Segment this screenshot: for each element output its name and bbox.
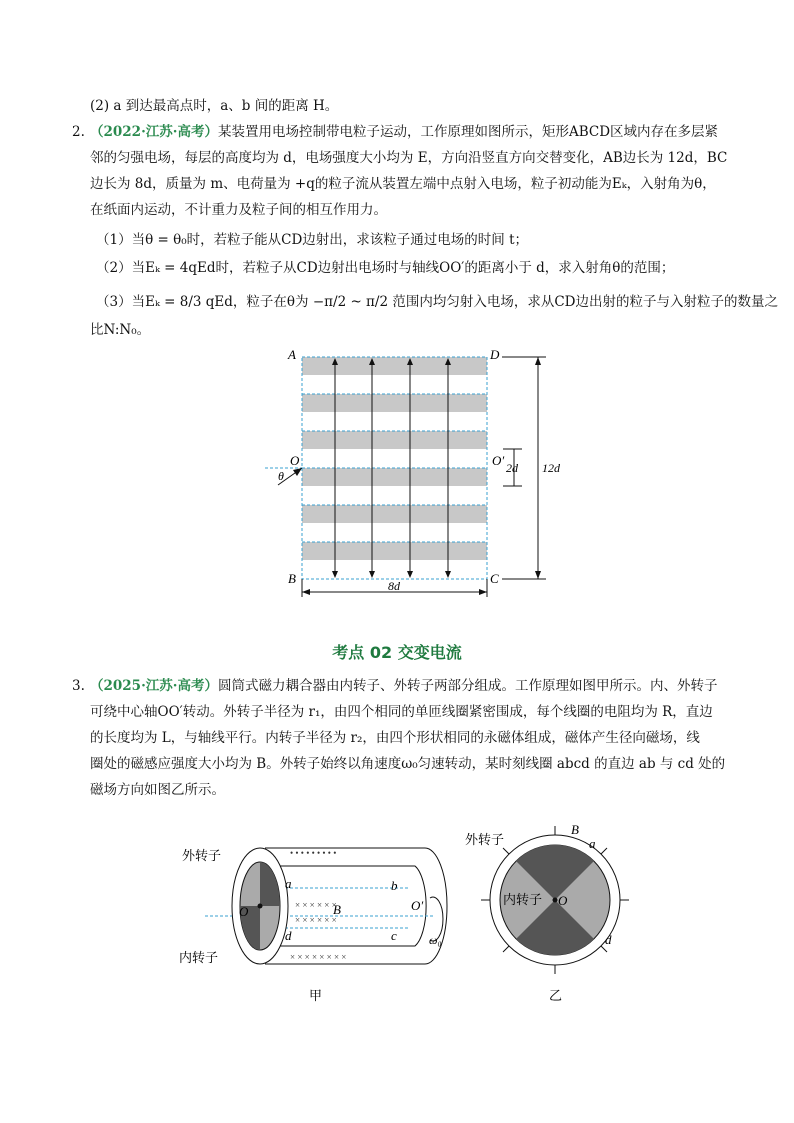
q2-sub-3: （3）当Eₖ = 8/3 qEd，粒子在θ为 −π/2 ~ π/2 范围内均匀射入电场，求从CD边出射的粒子与入射粒子的数量之: [96, 294, 779, 310]
label-A: A: [288, 347, 296, 362]
q3-line-1: （2025·江苏·高考）圆筒式磁力耦合器由内转子、外转子两部分组成。工作原理如图甲所示。内、外转子: [90, 678, 718, 694]
label-outer-rotor: 外转子: [465, 832, 505, 847]
q2-number: 2.: [72, 124, 85, 140]
label-theta: θ: [278, 469, 284, 483]
label-d: d: [605, 932, 612, 947]
figure-jia-cylinder: [175, 828, 465, 1008]
svg-text:• • • • • • • • •: • • • • • • • • •: [290, 848, 337, 858]
q2-sub-2: （2）当Eₖ = 4qEd时，若粒子从CD边射出电场时与轴线OO′的距离小于 d，求入射角θ的范围；: [96, 260, 675, 276]
label-outer-rotor: 外转子: [182, 848, 222, 863]
label-12d: 12d: [542, 461, 560, 475]
svg-text:× × × × × ×: × × × × × ×: [295, 915, 337, 925]
figure-yi-cross-section: [455, 818, 635, 1008]
label-B: B: [571, 822, 579, 837]
q2-field-figure: [260, 345, 560, 605]
field-bands: [302, 357, 487, 560]
q2-source: （2022·江苏·高考）: [90, 124, 218, 140]
caption-jia: 甲: [309, 988, 323, 1003]
label-O: O: [290, 453, 300, 468]
label-8d: 8d: [388, 579, 400, 593]
q1-tail: (2) a 到达最高点时，a、b 间的距离 H。: [90, 98, 339, 114]
q3-line-3: 的长度均为 L，与轴线平行。内转子半径为 r₂，由四个形状相同的永磁体组成，磁体产生径向磁场，线: [90, 730, 700, 746]
label-inner-rotor: 内转子: [503, 892, 543, 907]
label-2d: 2d: [506, 461, 518, 475]
label-O-prime: O′: [492, 453, 505, 468]
label-a: a: [285, 876, 292, 891]
label-inner-rotor: 内转子: [179, 950, 219, 965]
q3-source: （2025·江苏·高考）: [90, 678, 218, 694]
q3-number: 3.: [72, 678, 85, 694]
label-B: B: [333, 902, 341, 917]
label-O: O: [558, 893, 568, 908]
label-C: C: [490, 571, 499, 586]
label-D: D: [490, 347, 500, 362]
q2-line-2: 邻的匀强电场，每层的高度均为 d，电场强度大小均为 E，方向沿竖直方向交替变化，AB边长为 12d，BC: [90, 150, 728, 166]
q2-sub-1: （1）当θ = θ₀时，若粒子能从CD边射出，求该粒子通过电场的时间 t；: [96, 232, 529, 248]
section-title: 考点 02 交变电流: [332, 643, 462, 662]
label-d: d: [285, 928, 292, 943]
q2-sub-3-cont: 比N:N₀。: [90, 322, 151, 338]
q3-line-4: 圈处的磁感应强度大小均为 B。外转子始终以角速度ω₀匀速转动，某时刻线圈 abcd 的直边 ab 与 cd 处的: [90, 756, 726, 772]
q3-line-5: 磁场方向如图乙所示。: [90, 782, 225, 798]
label-O: O: [239, 904, 249, 919]
q3-line-2: 可绕中心轴OO′转动。外转子半径为 r₁，由四个相同的单匝线圈紧密围成，每个线圈的电阻均为 R，直边: [90, 704, 713, 720]
label-b: b: [391, 878, 398, 893]
q2-line-1: （2022·江苏·高考）某装置用电场控制带电粒子运动，工作原理如图所示，矩形ABCD区域内存在多层紧: [90, 124, 719, 140]
svg-text:× × × × × ×: × × × × × ×: [295, 900, 337, 910]
q2-line-4: 在纸面内运动，不计重力及粒子间的相互作用力。: [90, 202, 387, 218]
caption-yi: 乙: [549, 988, 563, 1003]
svg-text:× × × × × × × ×: × × × × × × × ×: [290, 952, 347, 962]
label-a: a: [589, 836, 596, 851]
label-B: B: [288, 571, 296, 586]
label-O-prime: O′: [411, 898, 424, 913]
label-c: c: [391, 928, 397, 943]
label-omega: ω₀: [429, 933, 442, 947]
q2-line-3: 边长为 8d，质量为 m、电荷量为 +q的粒子流从装置左端中点射入电场，粒子初动能为Eₖ，入射角为θ，: [90, 176, 716, 192]
